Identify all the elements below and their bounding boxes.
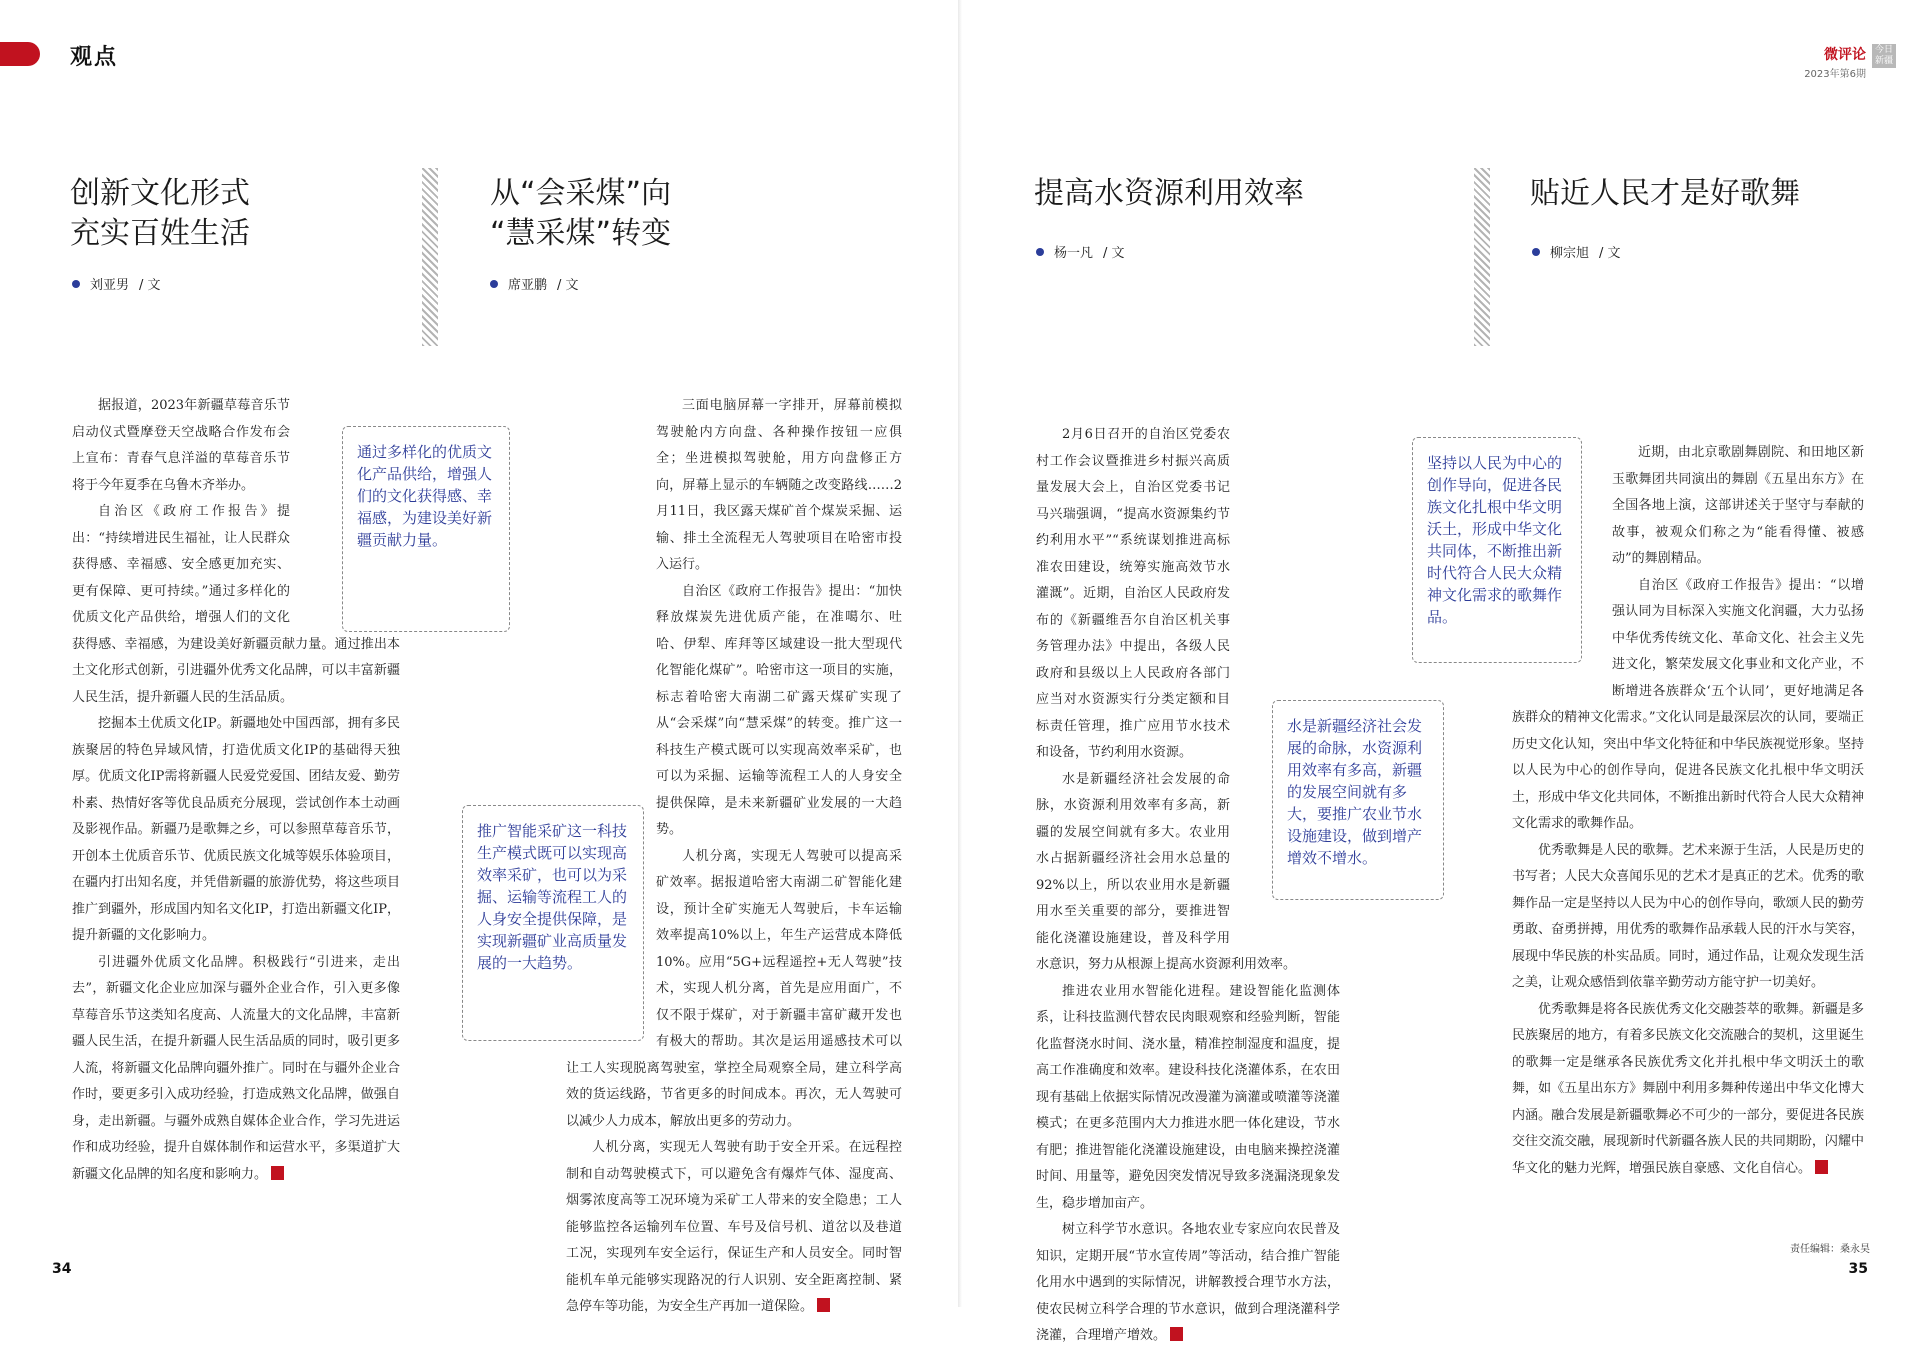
bullet-dot-icon (1036, 248, 1044, 256)
end-mark-icon (271, 1166, 284, 1180)
article-3-title: 提高水资源利用效率 (1034, 176, 1304, 211)
bullet-dot-icon (490, 280, 498, 288)
article-2-body: 三面电脑屏幕一字排开，屏幕前模拟驾驶舱内方向盘、各种操作按钮一应俱全；坐进模拟驾驶舱，用方向盘修正方向，屏幕上显示的车辆随之改变路线……2月11日，我区露天煤矿首个煤炭采掘、运输、排土全流程无人驾驶项目在哈密市投入运行。 自治区《政府工作报告》提出：“加快释放煤炭先进优质产能，在准噶尔、吐哈、伊犁、库拜等区域建设一批大型现代化智能化煤矿”。哈密市这一项目的实施，标志着哈密大南湖二矿露天煤矿实现了从“会采煤”向“慧采煤”的转变。推广这一科技生产模式既可以实现高效率采矿，也可以为采掘、运输等流程工人的人身安全提供保障，是未来新疆矿业发展的一大趋势。 人机分离，实现无人驾驶可以提高采矿效率。据报道哈密大南湖二矿智能化建设，预计全矿实施无人驾驶后，卡车运输效率提高10%以上，年生产运营成本降低10%。应用“5G+远程遥控+无人驾驶”技术，实现人机分离，首先是应用面广，不仅不限于煤矿，对于新疆丰富矿藏开发也有极大的帮助。其次是运用遥感技术可以让工人实现脱离驾驶室，掌控全局观察全局，建立科学高效的货运线路，节省更多的时间成本。再次，无人驾驶可以减少人力成本，解放出更多的劳动力。 人机分离，实现无人驾驶有助于安全开采。在远程控制和自动驾驶模式下，可以避免含有爆炸气体、湿度高、烟雾浓度高等工况环境为采矿工人带来的安全隐患；工人能够监控各运输列车位置、车号及信号机、道岔以及巷道工况，实现列车安全运行，保证生产和人员安全。同时智能机车单元能够实现路况的行人识别、安全距离控制、紧急停车等功能，为安全生产再加一道保险。 (566, 398, 902, 1314)
article-1-title: 创新文化形式 充实百姓生活 (70, 176, 250, 251)
author-suffix: / 文 (139, 278, 161, 293)
brand-name: 微评论 (1824, 47, 1866, 63)
article-1-pullquote: 通过多样化的优质文化产品供给，增强人们的文化获得感、幸福感，为建设美好新疆贡献力量。 (342, 426, 510, 632)
author-name: 席亚鹏 (508, 278, 548, 293)
page-number-right: 35 (1848, 1261, 1868, 1277)
author-suffix: / 文 (1103, 246, 1125, 261)
author-name: 杨一凡 (1054, 246, 1094, 261)
end-mark-icon (1170, 1327, 1183, 1341)
article-2-byline (490, 274, 579, 293)
article-2-pullquote: 推广智能采矿这一科技生产模式既可以实现高效率采矿，也可以为采掘、运输等流程工人的人身安全提供保障，是实现新疆矿业高质量发展的一大趋势。 (462, 805, 644, 1041)
article-1-byline (72, 274, 161, 293)
article-3-body: 2月6日召开的自治区党委农村工作会议暨推进乡村振兴高质量发展大会上，自治区党委书记马兴瑞强调，“提高水资源集约节约利用水平”“系统谋划推进高标准农田建设，统筹实施高效节水灌溉”。近期，自治区人民政府发布的《新疆维吾尔自治区机关事务管理办法》中提出，各级人民政府和县级以上人民政府各部门应当对水资源实行分类定额和目标责任管理，推广应用节水技术和设备，节约利用水资源。 水是新疆经济社会发展的命脉，水资源利用效率有多高，新疆的发展空间就有多大。农业用水占据新疆经济社会用水总量的92%以上，所以农业用水是新疆用水至关重要的部分，要推进智能化浇灌设施建设，普及科学用水意识，努力从根源上提高水资源利用效率。 推进农业用水智能化进程。建设智能化监测体系，让科技监测代替农民肉眼观察和经验判断，智能化监督浇水时间、浇水量，精准控制湿度和温度，提高工作准确度和效率。建设科技化浇灌体系，在农田现有基础上依据实际情况改漫灌为滴灌或喷灌等浇灌模式；在更多范围内大力推进水肥一体化建设，节水有肥；推进智能化浇灌设施建设，由电脑来操控浇灌时间、用量等，避免因突发情况导致多浇漏浇现象发生，稳步增加亩产。 树立科学节水意识。各地农业专家应向农民普及知识，定期开展“节水宣传周”等活动，结合推广智能化用水中遇到的实际情况，讲解教授合理节水方法，使农民树立科学合理的节水意识，做到合理浇灌科学浇灌，合理增产增效。 (1036, 427, 1340, 1343)
magazine-brand (1804, 44, 1866, 80)
article-4-pullquote: 坚持以人民为中心的创作导向，促进各民族文化扎根中华文明沃土，形成中华文化共同体，不断推出新时代符合人民大众精神文化需求的歌舞作品。 (1412, 437, 1582, 663)
page-gutter (958, 0, 962, 1307)
brand-badge-logo: 今日 新疆 (1872, 44, 1896, 68)
article-3-byline (1036, 242, 1125, 261)
bullet-dot-icon (72, 280, 80, 288)
brand-issue: 2023年第6期 (1804, 69, 1866, 80)
editor-credit: 责任编辑：桑永昊 (1790, 1244, 1870, 1255)
article-2-title: 从“会采煤”向 “慧采煤”转变 (490, 176, 672, 251)
end-mark-icon (1815, 1160, 1828, 1174)
article-4-title: 贴近人民才是好歌舞 (1530, 176, 1800, 211)
author-suffix: / 文 (557, 278, 579, 293)
section-tab (0, 42, 40, 66)
bullet-dot-icon (1532, 248, 1540, 256)
page-number-left: 34 (52, 1261, 72, 1277)
hatch-divider-left (422, 168, 438, 346)
author-name: 柳宗旭 (1550, 246, 1590, 261)
article-3-pullquote: 水是新疆经济社会发展的命脉，水资源利用效率有多高，新疆的发展空间就有多大，要推广农业节水设施建设，做到增产增效不增水。 (1272, 700, 1444, 900)
author-suffix: / 文 (1599, 246, 1621, 261)
article-4-body: 近期，由北京歌剧舞剧院、和田地区新玉歌舞团共同演出的舞剧《五星出东方》在全国各地上演，这部讲述关于坚守与奉献的故事，被观众们称之为“能看得懂、被感动”的舞剧精品。 自治区《政府工作报告》提出：“以增强认同为目标深入实施文化润疆，大力弘扬中华优秀传统文化、革命文化、社会主义先进文化，繁荣发展文化事业和文化产业，不断增进各族群众‘五个认同’，更好地满足各族群众的精神文化需求。”文化认同是最深层次的认同，要端正历史文化认知，突出中华文化特征和中华民族视觉形象。坚持以人民为中心的创作导向，促进各民族文化扎根中华文明沃土，形成中华文化共同体，不断推出新时代符合人民大众精神文化需求的歌舞作品。 优秀歌舞是人民的歌舞。艺术来源于生活，人民是历史的书写者；人民大众喜闻乐见的艺术才是真正的艺术。优秀的歌舞作品一定是坚持以人民为中心的创作导向，歌颂人民的勤劳勇敢、奋勇拼搏，用优秀的歌舞作品承载人民的汗水与笑容，展现中华民族的朴实品质。同时，通过作品，让观众发现生活之美，让观众感悟到依靠辛勤劳动方能守护一切美好。 优秀歌舞是将各民族优秀文化交融荟萃的歌舞。新疆是多民族聚居的地方，有着多民族文化交流融合的契机，这里诞生的歌舞一定是继承各民族优秀文化并扎根中华文明沃土的歌舞，如《五星出东方》舞剧中利用多舞种传递出中华文化博大内涵。融合发展是新疆歌舞必不可少的一部分，要促进各民族交往交流交融，展现新时代新疆各族人民的共同期盼，闪耀中华文化的魅力光辉，增强民族自豪感、文化自信心。 (1512, 440, 1864, 1182)
author-name: 刘亚男 (90, 278, 130, 293)
hatch-divider-right (1474, 168, 1490, 346)
article-4-byline (1532, 242, 1621, 261)
end-mark-icon (817, 1298, 830, 1312)
article-1-body: 据报道，2023年新疆草莓音乐节启动仪式暨摩登天空战略合作发布会上宣布：青春气息洋溢的草莓音乐节将于今年夏季在乌鲁木齐举办。 自治区《政府工作报告》提出：“持续增进民生福祉，让人民群众获得感、幸福感、安全感更加充实、更有保障、更可持续。”通过多样化的优质文化产品供给，增强人们的文化获得感、幸福感，为建设美好新疆贡献力量。通过推出本土文化形式创新，引进疆外优秀文化品牌，可以丰富新疆人民生活，提升新疆人民的生活品质。 挖掘本土优质文化IP。新疆地处中国西部，拥有多民族聚居的特色异域风情，打造优质文化IP的基础得天独厚。优质文化IP需将新疆人民爱党爱国、团结友爱、勤劳朴素、热情好客等优良品质充分展现，尝试创作本土动画及影视作品。新疆乃是歌舞之乡，可以参照草莓音乐节，开创本土优质音乐节、优质民族文化城等娱乐体验项目，在疆内打出知名度，并凭借新疆的旅游优势，将这些项目推广到疆外，形成国内知名文化IP，打造出新疆文化IP，提升新疆的文化影响力。 引进疆外优质文化品牌。积极践行“引进来，走出去”，新疆文化企业应加深与疆外企业合作，引入更多像草莓音乐节这类知名度高、人流量大的文化品牌，丰富新疆人民生活，在提升新疆人民生活品质的同时，吸引更多人流，将新疆文化品牌向疆外推广。同时在与疆外企业合作时，要更多引入成功经验，打造成熟文化品牌，做强自身，走出新疆。与疆外成熟自媒体企业合作，学习先进运作和成功经验，提升自媒体制作和运营水平，多渠道扩大新疆文化品牌的知名度和影响力。 (72, 393, 400, 1188)
section-label: 观点 (70, 45, 119, 70)
